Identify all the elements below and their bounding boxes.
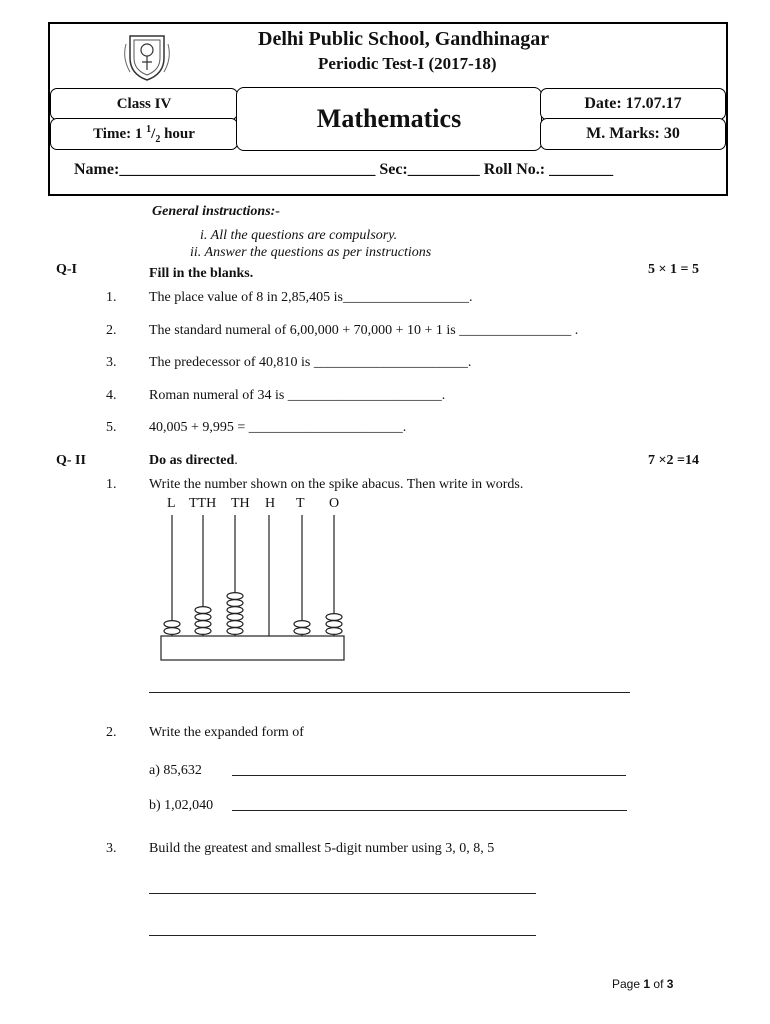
question-number: 1.	[106, 477, 117, 492]
sub-question-b: b) 1,02,040	[149, 798, 214, 813]
abacus-base	[161, 636, 344, 660]
abacus-bead	[294, 628, 310, 635]
question-text: Write the expanded form of	[149, 725, 304, 740]
question-text: The standard numeral of 6,00,000 + 70,000 + 10 + 1 is ________________ .	[149, 323, 579, 338]
max-marks-box	[540, 118, 726, 150]
class-label: Class IV	[116, 95, 172, 112]
abacus-bead	[294, 621, 310, 628]
time-box	[50, 118, 238, 150]
instruction-item: ii. Answer the questions as per instructions	[190, 245, 432, 260]
class-box	[50, 88, 238, 120]
question-number: 1.	[106, 290, 117, 305]
question-text: Write the number shown on the spike abacus. Then write in words.	[149, 477, 524, 492]
answer-line	[232, 810, 627, 811]
abacus-bead	[195, 621, 211, 628]
abacus-bead	[326, 614, 342, 621]
answer-line	[149, 893, 536, 894]
q2-title: Do as directed.	[149, 453, 238, 468]
max-marks-label: M. Marks: 30	[586, 125, 680, 142]
question-text: The predecessor of 40,810 is ______________________.	[149, 355, 472, 370]
abacus-label: T	[296, 496, 305, 511]
student-details-line: Name:________________________________ Sec:_________ Roll No.: ________	[74, 161, 614, 178]
instructions-heading: General instructions:-	[152, 204, 280, 219]
page-footer: Page 1 of 3	[612, 977, 674, 991]
question-number: 4.	[106, 388, 117, 403]
time-label: Time: 1 $^1/_2$ hour	[93, 123, 195, 145]
answer-line	[149, 692, 630, 693]
question-text: The place value of 8 in 2,85,405 is__________________.	[149, 290, 473, 305]
date-box	[540, 88, 726, 120]
abacus-label: TH	[231, 496, 250, 511]
abacus-bead	[227, 628, 243, 635]
abacus-bead	[227, 621, 243, 628]
subject-box	[236, 87, 542, 151]
question-number: 3.	[106, 355, 117, 370]
question-text: Roman numeral of 34 is ______________________.	[149, 388, 446, 403]
abacus-label: L	[167, 496, 176, 511]
question-text: Build the greatest and smallest 5-digit number using 3, 0, 8, 5	[149, 841, 495, 856]
abacus-bead	[164, 628, 180, 635]
abacus-bead	[195, 628, 211, 635]
answer-line	[232, 775, 626, 776]
spike-abacus	[150, 512, 360, 664]
abacus-bead	[326, 628, 342, 635]
answer-line	[149, 935, 536, 936]
school-name: Delhi Public School, Gandhinagar	[258, 28, 550, 50]
q2-marks: 7 ×2 =14	[648, 453, 699, 468]
q1-marks: 5 × 1 = 5	[648, 262, 699, 277]
abacus-labels	[0, 496, 770, 516]
abacus-label: O	[329, 496, 340, 511]
school-logo-icon	[120, 30, 174, 84]
subject-title: Mathematics	[316, 104, 462, 133]
question-number: 3.	[106, 841, 117, 856]
question-number: 2.	[106, 725, 117, 740]
test-name: Periodic Test-I (2017-18)	[318, 54, 497, 73]
abacus-bead	[195, 607, 211, 614]
abacus-bead	[227, 614, 243, 621]
abacus-bead	[164, 621, 180, 628]
abacus-bead	[227, 600, 243, 607]
q2-label: Q- II	[56, 453, 86, 468]
q1-label: Q-I	[56, 262, 77, 277]
abacus-label: H	[265, 496, 276, 511]
abacus-bead	[326, 621, 342, 628]
question-number: 2.	[106, 323, 117, 338]
question-number: 5.	[106, 420, 117, 435]
sub-question-a: a) 85,632	[149, 763, 202, 778]
instruction-item: i. All the questions are compulsory.	[200, 228, 398, 243]
abacus-bead	[227, 593, 243, 600]
abacus-label: TTH	[189, 496, 217, 511]
question-text: 40,005 + 9,995 = ______________________.	[149, 420, 407, 435]
q1-title: Fill in the blanks.	[149, 266, 254, 281]
abacus-bead	[195, 614, 211, 621]
abacus-bead	[227, 607, 243, 614]
date-label: Date: 17.07.17	[584, 95, 682, 112]
